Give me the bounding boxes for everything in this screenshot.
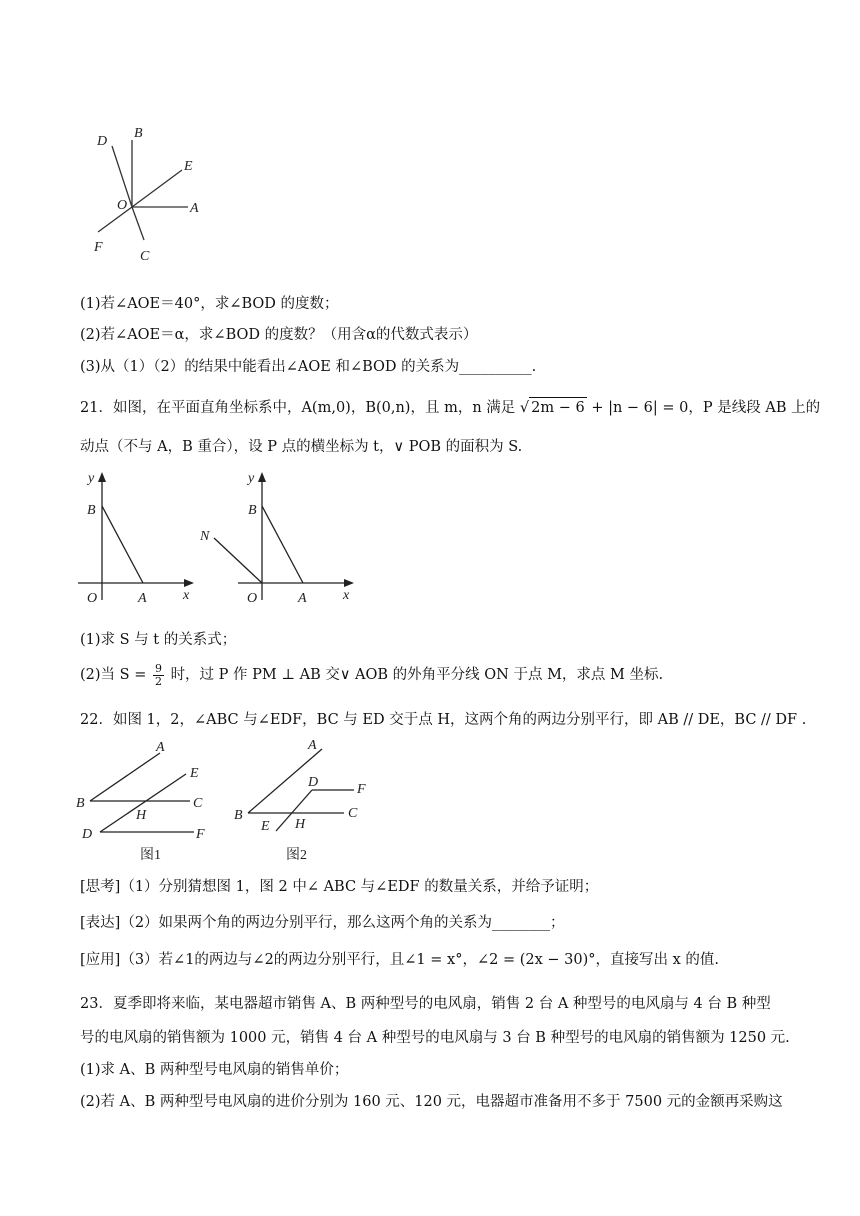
q21-condition: + |n − 6| = 0，P 是线段 AB 上的 <box>591 400 821 416</box>
label-F: F <box>94 240 103 255</box>
label-x: x <box>343 588 350 603</box>
q21-part2 <box>80 660 663 690</box>
q21-figure2 <box>196 468 356 608</box>
label-B: B <box>134 126 143 141</box>
label-E: E <box>184 159 193 174</box>
fraction-denominator: 2 <box>154 674 162 688</box>
q23-part1: (1)求 A、B 两种型号电风扇的销售单价； <box>80 1062 349 1078</box>
ray-OC <box>132 207 144 240</box>
y-arrow <box>258 472 266 482</box>
q23-line1: 23．夏季即将来临，某电器超市销售 A、B 两种型号的电风扇，销售 2 台 A 种型号的电风扇与 4 台 B 种型 <box>80 996 771 1012</box>
label-B: B <box>248 503 257 518</box>
label-A: A <box>138 591 147 606</box>
q22-part2: [表达]（2）如果两个角的两边分别平行，那么这两个角的关系为________； <box>80 915 565 931</box>
line-BA <box>90 753 160 801</box>
line-DE <box>100 774 186 832</box>
x-arrow <box>344 579 354 587</box>
label-E: E <box>261 819 270 834</box>
q20-figure <box>84 120 214 270</box>
label-C: C <box>140 249 150 264</box>
label-y: y <box>88 471 95 486</box>
y-arrow <box>98 472 106 482</box>
label-F: F <box>196 827 205 842</box>
q20-part3: (3)从（1）（2）的结果中能看出∠AOE 和∠BOD 的关系为__________. <box>80 359 537 375</box>
label-F: F <box>357 782 366 797</box>
label-D: D <box>308 775 319 790</box>
q22-figure1 <box>72 735 222 865</box>
q21-part1: (1)求 S 与 t 的关系式； <box>80 632 237 648</box>
label-B: B <box>76 796 85 811</box>
q21-line1: 21．如图，在平面直角坐标系中，A(m,0)，B(0,n)，且 m，n 满足 √ 2m − 6 + |n − 6| = 0，P 是线段 AB 上的 <box>80 397 820 418</box>
label-D: D <box>97 134 108 149</box>
q22-line1: 22．如图 1，2，∠ABC 与∠EDF，BC 与 ED 交于点 H，这两个角的两边分别平行，即 AB // DE，BC // DF . <box>80 712 807 728</box>
q21-sqrt: 2m − 6 <box>529 397 587 418</box>
q21-points: A(m,0)，B(0,n)，且 m，n 满足 <box>301 400 516 416</box>
fraction-9-2 <box>153 663 164 688</box>
label-N: N <box>200 529 210 544</box>
label-A: A <box>298 591 307 606</box>
q20-part2: (2)若∠AOE＝α，求∠BOD 的度数？（用含α的代数式表示） <box>80 327 478 343</box>
label-O: O <box>87 591 98 606</box>
ray-OE <box>132 170 182 207</box>
q21-intro: 21．如图，在平面直角坐标系中， <box>80 400 302 416</box>
label-C: C <box>193 796 203 811</box>
q23-part2: (2)若 A、B 两种型号电风扇的进价分别为 160 元、120 元，电器超市准备用不多于 7500 元的金额再采购这 <box>80 1094 783 1110</box>
q22-part3: [应用]（3）若∠1的两边与∠2的两边分别平行，且∠1 = x°，∠2 = (2x − 30)°，直接写出 x 的值. <box>80 952 719 968</box>
label-y: y <box>248 471 255 486</box>
label-B: B <box>87 503 96 518</box>
q23-line2: 号的电风扇的销售额为 1000 元，销售 4 台 A 种型号的电风扇与 3 台 B 种型号的电风扇的销售额为 1250 元. <box>80 1030 790 1046</box>
label-O: O <box>247 591 258 606</box>
q22-part1: [思考]（1）分别猜想图 1，图 2 中∠ ABC 与∠EDF 的数量关系，并给予证明； <box>80 879 599 895</box>
figure2-caption: 图2 <box>286 848 307 863</box>
label-H: H <box>136 808 147 823</box>
ray-ON <box>214 538 262 583</box>
segment-AB <box>262 506 303 583</box>
figure1-caption: 图1 <box>140 848 161 863</box>
label-H: H <box>295 817 306 832</box>
q21-line2: 动点（不与 A，B 重合），设 P 点的横坐标为 t，∨ POB 的面积为 S. <box>80 439 523 455</box>
label-A: A <box>308 738 317 753</box>
label-A: A <box>156 740 165 755</box>
label-D: D <box>82 827 93 842</box>
segment-AB <box>102 506 143 583</box>
label-E: E <box>190 766 199 781</box>
label-B: B <box>234 808 243 823</box>
q22-figure2 <box>228 735 378 865</box>
x-arrow <box>184 579 194 587</box>
label-C: C <box>348 806 358 821</box>
fraction-numerator: 9 <box>154 661 162 675</box>
label-O: O <box>117 198 128 213</box>
q21-figure1 <box>76 468 196 608</box>
q21-part2-lead: (2)当 S = <box>80 667 147 683</box>
line-ED <box>276 790 312 831</box>
q20-part1: (1)若∠AOE＝40°，求∠BOD 的度数； <box>80 296 339 312</box>
label-x: x <box>183 588 190 603</box>
q21-part2-rest: 时，过 P 作 PM ⊥ AB 交∨ AOB 的外角平分线 ON 于点 M，求点 M 坐标. <box>170 667 664 683</box>
label-A: A <box>190 201 199 216</box>
